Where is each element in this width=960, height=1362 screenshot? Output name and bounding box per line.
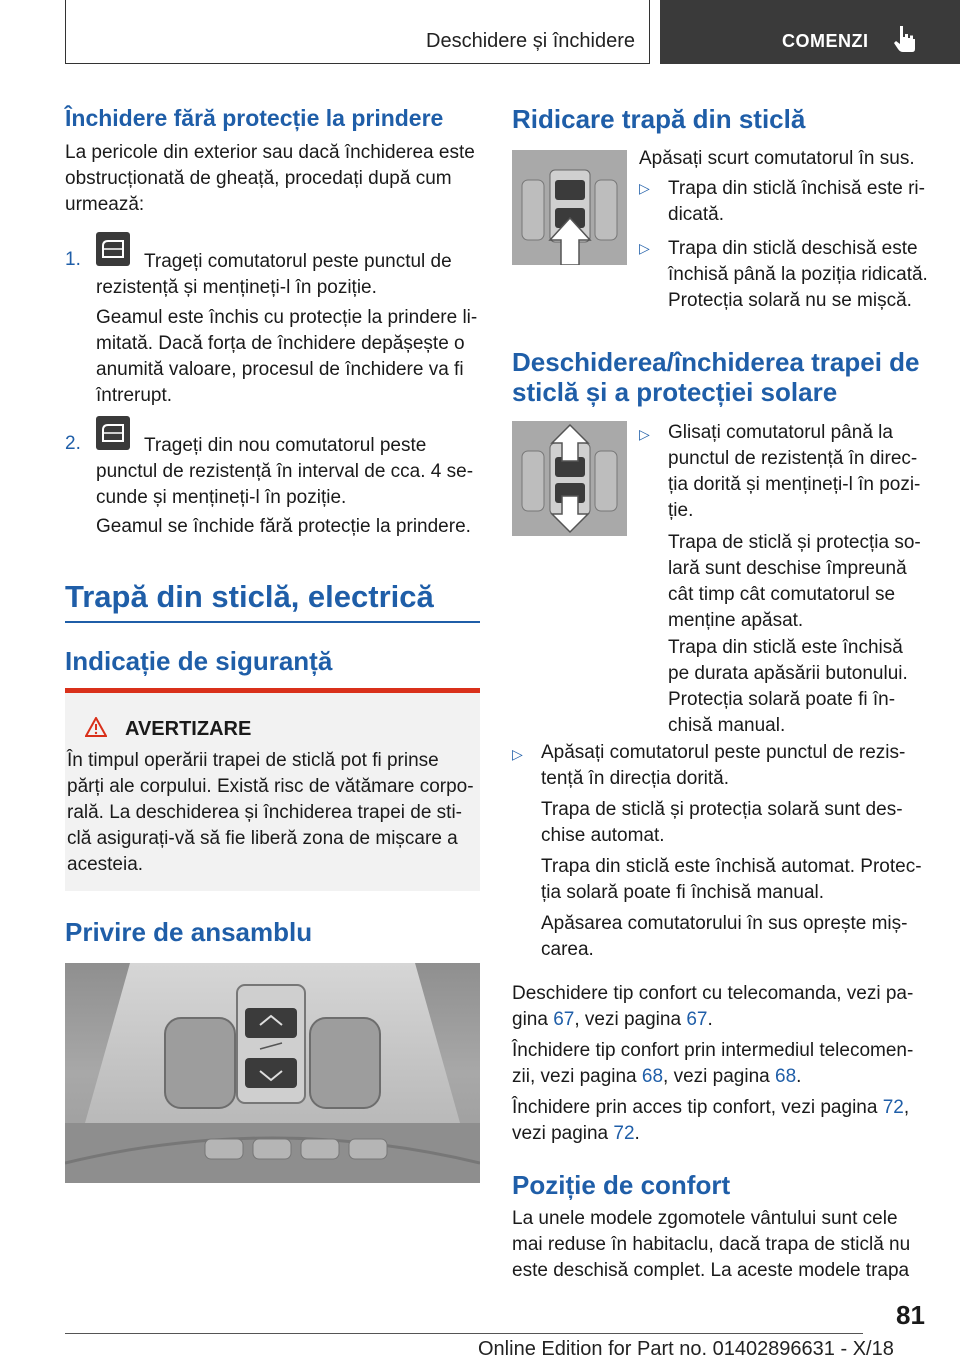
text-line: urmează: xyxy=(65,194,145,215)
header-chapter-title: COMENZI xyxy=(782,31,869,51)
text-line: Protecția solară nu se mișcă. xyxy=(668,290,912,311)
text-line: cât timp cât comutatorul se xyxy=(668,584,896,605)
text-line: Trapa de sticlă și protecția so- xyxy=(668,532,921,553)
text-line: Protecția solară poate fi în- xyxy=(668,689,896,710)
bullet-triangle-icon: ▷ xyxy=(512,746,523,762)
text-line: Apăsarea comutatorului în sus oprește miș- xyxy=(541,913,908,934)
text-line: dicată. xyxy=(668,204,724,225)
text-span: , xyxy=(903,1097,910,1118)
text-line: tență în direcția dorită. xyxy=(541,768,729,789)
text-span: . xyxy=(634,1123,640,1144)
page-link[interactable]: 67 xyxy=(553,1009,575,1030)
text-span: zii, vezi pagina xyxy=(512,1066,642,1087)
text-line: cunde și mențineți-l în poziție. xyxy=(96,487,347,508)
intro-paragraph xyxy=(65,140,480,218)
text-line xyxy=(512,1064,913,1090)
step-2-note xyxy=(96,514,471,540)
text-line: Trageți din nou comutatorul peste xyxy=(144,435,427,456)
text-line xyxy=(512,1121,909,1147)
text-line: Trapa din sticlă este închisă automat. Protec- xyxy=(541,856,922,877)
text-line: Geamul se închide fără protecție la prindere. xyxy=(96,516,471,537)
text-line: lară sunt deschise împreună xyxy=(668,558,907,579)
text-line: este deschisă complet. La aceste modele trapa xyxy=(512,1260,910,1281)
press-result-open xyxy=(541,797,903,849)
text-span: vezi pagina xyxy=(512,1123,614,1144)
slide-result-open xyxy=(668,530,921,634)
press-instruction xyxy=(541,740,905,792)
switch-push-up-image xyxy=(512,150,627,265)
text-line: părți ale corpului. Există risc de vătămare corpo- xyxy=(67,776,474,797)
text-line: punctul de rezistență în direc- xyxy=(668,448,918,469)
text-line: Deschidere tip confort cu telecomanda, vezi pa- xyxy=(512,983,914,1004)
bullet-triangle-icon: ▷ xyxy=(639,426,650,442)
heading-electric-sunroof: Trapă din sticlă, electrică xyxy=(65,579,434,614)
comfort-access-reference xyxy=(512,1095,909,1147)
warning-text xyxy=(67,748,477,878)
text-line: Apăsați comutatorul peste punctul de rezis- xyxy=(541,742,906,763)
text-span: . xyxy=(707,1009,713,1030)
comfort-close-reference xyxy=(512,1038,913,1090)
step-1-note xyxy=(96,305,477,409)
page-link[interactable]: 67 xyxy=(686,1009,708,1030)
slide-instruction xyxy=(668,420,920,524)
text-line: Închidere tip confort prin intermediul telecomen- xyxy=(512,1040,914,1061)
page-number: 81 xyxy=(896,1300,925,1330)
raise-instruction: Apăsați scurt comutatorul în sus. xyxy=(639,148,915,169)
slide-result-close xyxy=(668,635,908,739)
comfort-open-reference xyxy=(512,981,913,1033)
header-section-box xyxy=(65,0,650,64)
text-line: mitată. Dacă forța de închidere depășește o xyxy=(96,333,465,354)
text-line: întrerupt. xyxy=(96,385,173,406)
page-link[interactable]: 72 xyxy=(882,1097,904,1118)
text-line: ția solară poate fi închisă manual. xyxy=(541,882,825,903)
heading-comfort-position: Poziție de confort xyxy=(512,1170,731,1200)
raise-result-1 xyxy=(668,176,925,228)
text-line: obstrucționată de gheață, procedați după cum xyxy=(65,168,452,189)
comfort-position-text xyxy=(512,1206,910,1284)
heading-underline xyxy=(65,621,480,623)
footer-divider xyxy=(65,1333,863,1334)
text-line: La unele modele zgomotele vântului sunt cele xyxy=(512,1208,898,1229)
press-stop-note xyxy=(541,911,907,963)
bullet-triangle-icon: ▷ xyxy=(639,180,650,196)
heading-overview: Privire de ansamblu xyxy=(65,917,313,947)
text-line: În timpul operării trapei de sticlă pot fi prinse xyxy=(67,750,439,771)
text-line: anumită valoare, procesul de închidere va fi xyxy=(96,359,464,380)
text-line: închisă până la poziția ridicată. xyxy=(668,264,928,285)
text-line: ția dorită și mențineți-l în pozi- xyxy=(668,474,921,495)
text-line: La pericole din exterior sau dacă închiderea este xyxy=(65,142,475,163)
text-line: Trapa din sticlă închisă este ri- xyxy=(668,178,925,199)
text-line xyxy=(512,1007,913,1033)
text-line: clă asigurați-vă să fie liberă zona de mișcare a xyxy=(67,828,458,849)
page-link[interactable]: 68 xyxy=(775,1066,797,1087)
text-span: Închidere prin acces tip confort, vezi pagina xyxy=(512,1097,883,1118)
text-line: menține apăsat. xyxy=(668,610,804,631)
text-line: chisă manual. xyxy=(668,715,786,736)
text-line: carea. xyxy=(541,939,594,960)
page-link[interactable]: 72 xyxy=(613,1123,635,1144)
text-line: acesteia. xyxy=(67,854,144,875)
hand-pointer-icon xyxy=(892,24,918,54)
step-1-instruction xyxy=(96,249,452,301)
text-span: gina xyxy=(512,1009,554,1030)
text-line: Geamul este închis cu protecție la prindere li- xyxy=(96,307,478,328)
text-line: Glisați comutatorul până la xyxy=(668,422,893,443)
heading-raise-sunroof: Ridicare trapă din sticlă xyxy=(512,104,806,134)
switch-slide-image xyxy=(512,421,627,536)
warning-triangle-icon xyxy=(85,717,107,737)
heading-safety-note: Indicație de siguranță xyxy=(65,646,333,676)
text-line: mai reduse în habitaclu, dacă trapa de sticlă nu xyxy=(512,1234,911,1255)
press-result-close xyxy=(541,854,922,906)
text-line: Trapa din sticlă deschisă este xyxy=(668,238,918,259)
step-2-instruction xyxy=(96,433,473,511)
footer-edition: Online Edition for Part no. 01402896631 - X/18 xyxy=(478,1338,894,1360)
text-line: punctul de rezistență în interval de cca. 4 se- xyxy=(96,461,474,482)
header-chapter-tab[interactable] xyxy=(660,0,960,64)
sunroof-switch-overview-image xyxy=(65,963,480,1183)
step-number: 1. xyxy=(65,249,81,270)
bullet-triangle-icon: ▷ xyxy=(639,240,650,256)
step-number: 2. xyxy=(65,433,81,454)
text-span: , vezi pagina xyxy=(574,1009,687,1030)
warning-title: AVERTIZARE xyxy=(125,718,252,740)
heading-line: Deschiderea/închiderea trapei de xyxy=(512,347,920,377)
header-section-title: Deschidere și închidere xyxy=(426,30,635,52)
text-span: . xyxy=(796,1066,802,1087)
text-span: , vezi pagina xyxy=(663,1066,776,1087)
text-line: ție. xyxy=(668,500,694,521)
heading-line: sticlă și a protecției solare xyxy=(512,377,838,407)
text-line: Trapa din sticlă este închisă xyxy=(668,637,903,658)
raise-result-2 xyxy=(668,236,928,314)
text-line: chise automat. xyxy=(541,825,665,846)
text-line: Trageți comutatorul peste punctul de xyxy=(144,251,452,272)
text-line xyxy=(512,1095,909,1121)
warning-box xyxy=(65,688,480,891)
text-line: pe durata apăsării butonului. xyxy=(668,663,908,684)
heading-no-pinch-protection: Închidere fără protecție la prindere xyxy=(65,105,444,131)
page-link[interactable]: 68 xyxy=(641,1066,664,1087)
text-line: rezistență și mențineți-l în poziție. xyxy=(96,277,377,298)
heading-open-close-sunroof xyxy=(512,347,920,407)
text-line: Trapa de sticlă și protecția solară sunt des- xyxy=(541,799,903,820)
text-line: rală. La deschiderea și închiderea trapei de sti- xyxy=(67,802,463,823)
